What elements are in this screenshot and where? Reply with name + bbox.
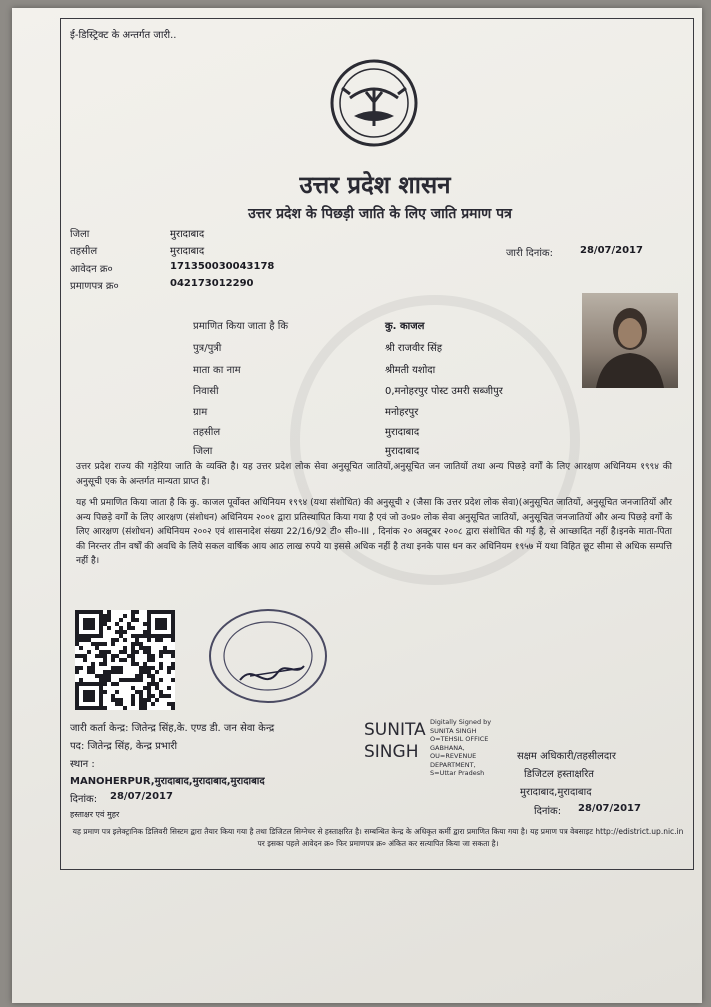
- detail-label-mother: माता का नाम: [193, 365, 241, 376]
- authority-date-value: 28/07/2017: [578, 803, 641, 814]
- detail-label-district: जिला: [193, 446, 213, 457]
- detail-label-village: ग्राम: [193, 407, 208, 418]
- certificate-title: उत्तर प्रदेश के पिछड़ी जाति के लिए जाति प्रमाण पत्र: [248, 206, 512, 222]
- detail-label-certified: प्रमाणित किया जाता है कि: [193, 321, 289, 332]
- issue-date-value: 28/07/2017: [580, 245, 643, 256]
- detail-value-mother: श्रीमती यशोदा: [385, 365, 436, 376]
- district-value: मुरादाबाद: [170, 229, 205, 240]
- signature-detail-line: S=Uttar Pradesh: [430, 769, 485, 777]
- govt-title: उत्तर प्रदेश शासन: [299, 171, 451, 199]
- authority-date-label: दिनांक:: [534, 806, 562, 817]
- caste-paragraph: उत्तर प्रदेश राज्य की गड़ेरिया जाति के व्यक्ति है। यह उत्तर प्रदेश लोक सेवा अनुसूचित जातियों,अनुसूचित जन जातियों तथा अन्य पिछड़े वर्गों के लिए आरक्षण अधिनियम १९९४ की अनुसूची एक के अन्तर्गत मान्यता प्राप्त है।: [76, 462, 672, 487]
- signature-detail-line: Digitally Signed by: [430, 718, 492, 726]
- issuer-date-label: दिनांक:: [70, 794, 98, 805]
- up-govt-emblem-icon: [328, 58, 420, 148]
- issuer-date-value: 28/07/2017: [110, 791, 173, 802]
- verification-footer-note: यह प्रमाण पत्र इलेक्ट्रानिक डिलिवरी सिस्टम द्वारा तैयार किया गया है तथा डिजिटल सिग्नेचर से हस्ताक्षरित है। सम्बन्धित केन्द्र के अधिकृत कर्मी द्वारा प्रमाणित किया गया है। यह प्रमाण पत्र वेबसाइट http://edistrict.up.nic.in पर इसका पहले आवेदन क्र० फिर प्रमाणपत्र क्र० अंकित कर सत्यापित किया जा सकता है।: [72, 827, 684, 848]
- place-label: स्थान :: [70, 759, 95, 770]
- detail-value-district: मुरादाबाद: [385, 446, 420, 457]
- signature-detail-line: O=TEHSIL OFFICE: [430, 735, 489, 743]
- signature-detail-line: SUNITA SINGH: [430, 726, 477, 735]
- creamy-layer-paragraph: यह भी प्रमाणित किया जाता है कि कु. काजल पूर्वोक्त अधिनियम १९९४ (यथा संशोधित) की अनुसूची २ (जैसा कि उत्तर प्रदेश लोक सेवा)(अनुसूचित जातियों, अनुसूचित जनजातियों और अन्य पिछड़े वर्गों के लिए आरक्षण (संशोधन) अधिनियम २००१ द्वारा प्रतिस्थापित किया गया है एवं जो उ०प्र० लोक सेवा अनुसूचित जातियों, अनुसूचित जनजातियों और अन्य पिछड़े वर्गों के लिए आरक्षण (संशोधन) अधिनियम २००२ एवं शासनादेश संख्या 22/16/92 टी० सी०-III , दिनांक २० अक्टूबर २००८ द्वारा संशोधित की गई है, से आच्छादित नहीं है।इनके माता-पिता की निरन्तर तीन वर्षों की अवधि के लिये सकल वार्षिक आय आठ लाख रुपये या इससे अधिक नहीं है तथा इनके पास धन कर अधिनियम १९५७ में यथा विहित छूट सीमा से अधिक सम्पत्ति नहीं है।: [76, 498, 672, 566]
- detail-value-father: श्री राजवीर सिंह: [385, 343, 443, 354]
- sign-and-seal-label: हस्ताक्षर एवं मुहर: [70, 810, 120, 819]
- digital-signature-details: [430, 718, 510, 778]
- detail-value-village: मनोहरपुर: [385, 407, 419, 418]
- issue-date-label: जारी दिनांक:: [506, 248, 553, 259]
- authority-sign-type: डिजिटल हस्ताक्षरित: [524, 769, 594, 780]
- applicant-photo: [582, 293, 678, 388]
- signature-detail-line: GABHANA,: [430, 743, 465, 752]
- detail-value-tehsil: मुरादाबाद: [385, 427, 420, 438]
- digital-signer-first-name: SUNITA: [364, 720, 426, 740]
- detail-label-tehsil: तहसील: [193, 427, 221, 438]
- detail-value-resident: 0,मनोहरपुर पोस्ट उमरी सब्जीपुर: [385, 386, 503, 397]
- detail-value-name: कु. काजल: [385, 321, 425, 332]
- tehsil-value: मुरादाबाद: [170, 246, 205, 257]
- digital-signer-last-name: SINGH: [364, 742, 419, 762]
- place-value: MANOHERPUR,मुरादाबाद,मुरादाबाद,मुरादाबाद: [70, 776, 265, 787]
- detail-label-resident: निवासी: [193, 386, 219, 397]
- certificate-no-label: प्रमाणपत्र क्र०: [70, 281, 119, 292]
- authority-title: सक्षम अधिकारी/तहसीलदार: [517, 751, 616, 762]
- qr-code-icon: [75, 610, 175, 710]
- issuing-center: जारी कर्ता केन्द्र: जितेन्द्र सिंह,के. एण्ड डी. जन सेवा केन्द्र: [70, 723, 275, 734]
- issuer-post: पद: जितेन्द्र सिंह, केन्द्र प्रभारी: [70, 741, 178, 752]
- detail-label-parent: पुत्र/पुत्री: [193, 343, 222, 354]
- authority-place: मुरादाबाद,मुरादाबाद: [520, 787, 592, 798]
- application-value: 171350030043178: [170, 261, 275, 272]
- tehsil-label: तहसील: [70, 246, 98, 257]
- certificate-no-value: 042173012290: [170, 278, 254, 289]
- person-photo-icon: [582, 293, 678, 388]
- application-label: आवेदन क्र०: [70, 264, 113, 275]
- header-note: ई-डिस्ट्रिक्ट के अन्तर्गत जारी..: [70, 30, 177, 41]
- office-seal-stamp: [206, 606, 330, 706]
- district-label: जिला: [70, 229, 90, 240]
- signature-detail-line: DEPARTMENT,: [430, 760, 476, 769]
- signature-detail-line: OU=REVENUE: [430, 752, 477, 760]
- qr-code: [75, 610, 175, 710]
